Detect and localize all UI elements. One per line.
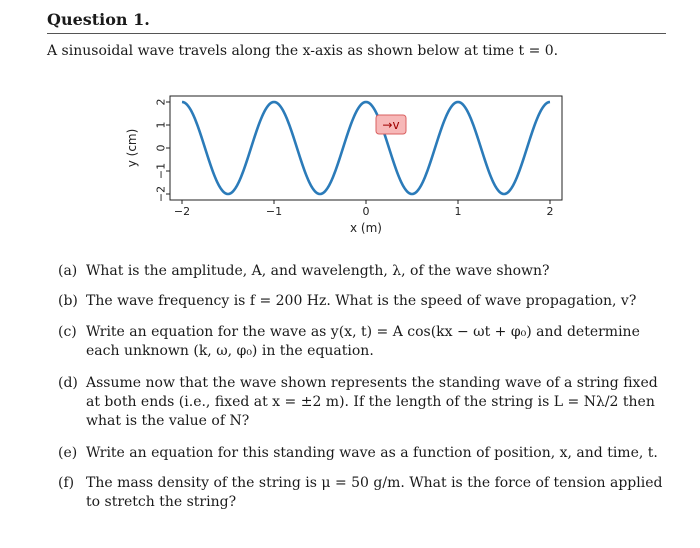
sub-question-text: The wave frequency is f = 200 Hz. What is the speed of wave propagation, v? <box>86 293 637 309</box>
x-tick-label: 1 <box>454 205 462 218</box>
x-tick-label: −1 <box>265 205 283 218</box>
wave-chart <box>120 86 580 246</box>
y-tick-label: 2 <box>154 98 168 106</box>
sub-question-text: Write an equation for this standing wave as a function of position, x, and time, t. <box>86 445 658 461</box>
y-tick-label: 1 <box>154 121 168 129</box>
y-tick-label: −1 <box>154 162 168 180</box>
y-axis-label: y (cm) <box>125 128 139 168</box>
velocity-label: →v <box>382 118 400 132</box>
sub-question-label: (b) <box>58 293 78 309</box>
sub-question-text: Write an equation for the wave as y(x, t) = A cos(kx − ωt + φ₀) and determine each unknown (k, ω, φ₀) in the equation. <box>86 324 640 359</box>
sub-question-label: (a) <box>58 263 78 279</box>
velocity-annotation <box>376 115 406 134</box>
y-tick-label: 0 <box>154 144 168 152</box>
title-divider <box>47 33 666 34</box>
sub-question-label: (e) <box>58 445 78 461</box>
question-intro: A sinusoidal wave travels along the x-axis as shown below at time t = 0. <box>47 43 559 59</box>
sub-question-label: (f) <box>58 475 75 491</box>
question-title: Question 1. <box>47 10 150 29</box>
sub-question-text: What is the amplitude, A, and wavelength, λ, of the wave shown? <box>86 263 550 279</box>
sub-question-label: (c) <box>58 324 77 340</box>
x-tick-label: 0 <box>362 205 370 218</box>
x-tick-label: −2 <box>173 205 191 218</box>
sub-question-label: (d) <box>58 375 78 391</box>
y-tick-label: −2 <box>154 185 168 203</box>
sub-question-text: Assume now that the wave shown represents the standing wave of a string fixed at both ends (i.e., fixed at x = ±2 m). If the length of the string is L = Nλ/2 then what is the value of N? <box>86 375 658 429</box>
sub-question-text: The mass density of the string is μ = 50 g/m. What is the force of tension applied to stretch the string? <box>86 475 663 510</box>
x-tick-label: 2 <box>546 205 554 218</box>
x-axis-label: x (m) <box>350 221 382 235</box>
plot-area <box>170 96 562 200</box>
